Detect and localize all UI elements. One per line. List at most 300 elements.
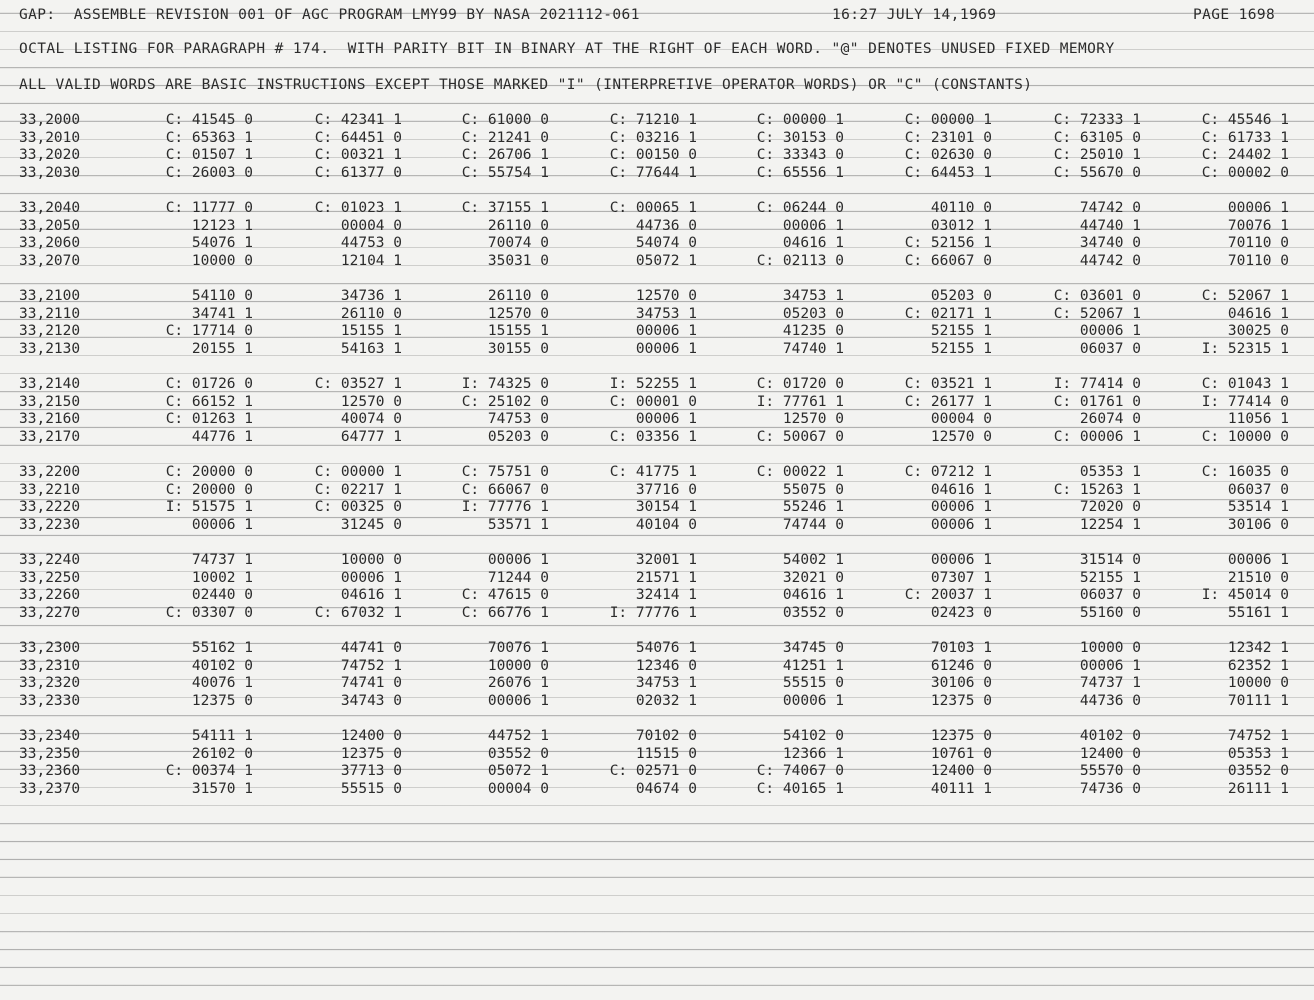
listing-row bbox=[0, 376, 1314, 394]
memory-word: 00006 1 bbox=[635, 340, 697, 357]
memory-word: 44741 0 bbox=[340, 640, 402, 656]
memory-word: C: 41775 1 bbox=[609, 464, 697, 480]
memory-word: 34740 0 bbox=[1079, 235, 1141, 252]
memory-word: 30106 0 bbox=[930, 675, 992, 692]
word-block bbox=[0, 640, 1314, 728]
address-label: 33,2100 bbox=[19, 288, 81, 304]
memory-word: C: 00000 1 bbox=[904, 112, 992, 128]
address-label: 33,2160 bbox=[19, 411, 81, 428]
memory-word: 06037 0 bbox=[1079, 587, 1141, 604]
memory-word: 30154 1 bbox=[635, 499, 697, 516]
memory-word: 55515 0 bbox=[782, 675, 844, 692]
memory-word: C: 41545 0 bbox=[165, 112, 253, 128]
page-number: PAGE 1698 bbox=[1193, 7, 1276, 23]
memory-word: C: 01720 0 bbox=[756, 376, 844, 392]
address-label: 33,2240 bbox=[19, 552, 81, 568]
word-block bbox=[0, 728, 1314, 816]
memory-word: 34741 1 bbox=[191, 305, 253, 322]
memory-word: C: 02630 0 bbox=[904, 147, 992, 164]
memory-word: 40104 0 bbox=[635, 516, 697, 533]
memory-word: C: 26177 1 bbox=[904, 393, 992, 410]
memory-word: 70111 1 bbox=[1227, 692, 1289, 709]
memory-word: C: 71210 1 bbox=[609, 112, 697, 128]
memory-word: 12375 0 bbox=[930, 692, 992, 709]
memory-word: I: 77776 1 bbox=[609, 604, 697, 621]
listing-row bbox=[0, 675, 1314, 693]
memory-word: 05353 1 bbox=[1227, 745, 1289, 762]
memory-word: 00004 0 bbox=[340, 217, 402, 234]
listing-row bbox=[0, 640, 1314, 658]
memory-word: 12123 1 bbox=[191, 217, 253, 234]
listing-row bbox=[0, 587, 1314, 605]
memory-word: 05203 0 bbox=[782, 305, 844, 322]
memory-word: 40110 0 bbox=[930, 200, 992, 216]
memory-word: C: 61733 1 bbox=[1201, 129, 1289, 146]
memory-word: 74737 1 bbox=[191, 552, 253, 568]
memory-word: C: 66067 0 bbox=[461, 481, 549, 498]
listing-row bbox=[0, 288, 1314, 306]
memory-word: 41235 0 bbox=[782, 323, 844, 340]
memory-word: C: 00321 1 bbox=[314, 147, 402, 164]
listing-row bbox=[0, 552, 1314, 570]
address-label: 33,2200 bbox=[19, 464, 81, 480]
memory-word: 00006 1 bbox=[340, 569, 402, 586]
memory-word: I: 77414 0 bbox=[1053, 376, 1141, 392]
memory-word: 55160 0 bbox=[1079, 604, 1141, 621]
listing-row bbox=[0, 323, 1314, 341]
memory-word: 26111 1 bbox=[1227, 780, 1289, 797]
listing-description: OCTAL LISTING FOR PARAGRAPH # 174. WITH PARITY BIT IN BINARY AT THE RIGHT OF EACH WORD. "@" DENOTES UNUSED FIXED MEMORY bbox=[19, 41, 1115, 57]
memory-word: 55246 1 bbox=[782, 499, 844, 516]
memory-word: C: 03601 0 bbox=[1053, 288, 1141, 304]
memory-word: I: 51575 1 bbox=[165, 499, 253, 516]
memory-word: 05072 1 bbox=[635, 252, 697, 269]
memory-word: 40111 1 bbox=[930, 780, 992, 797]
memory-word: 26110 0 bbox=[340, 305, 402, 322]
memory-word: 12375 0 bbox=[340, 745, 402, 762]
memory-word: 44736 0 bbox=[635, 217, 697, 234]
memory-word: C: 03307 0 bbox=[165, 604, 253, 621]
memory-word: 30155 0 bbox=[487, 340, 549, 357]
address-label: 33,2320 bbox=[19, 675, 81, 692]
memory-word: 34743 0 bbox=[340, 692, 402, 709]
memory-word: 70103 1 bbox=[930, 640, 992, 656]
memory-word: 06037 0 bbox=[1227, 481, 1289, 498]
memory-word: I: 77414 0 bbox=[1201, 393, 1289, 410]
memory-word: 32414 1 bbox=[635, 587, 697, 604]
address-label: 33,2120 bbox=[19, 323, 81, 340]
memory-word: C: 52067 1 bbox=[1201, 288, 1289, 304]
memory-word: 54102 0 bbox=[782, 728, 844, 744]
memory-word: 70074 0 bbox=[487, 235, 549, 252]
memory-word: 30106 0 bbox=[1227, 516, 1289, 533]
memory-word: 12375 0 bbox=[930, 728, 992, 744]
memory-word: C: 02571 0 bbox=[609, 763, 697, 780]
address-label: 33,2110 bbox=[19, 305, 81, 322]
memory-word: 12570 0 bbox=[340, 393, 402, 410]
address-label: 33,2220 bbox=[19, 499, 81, 516]
memory-word: C: 00065 1 bbox=[609, 200, 697, 216]
address-label: 33,2360 bbox=[19, 763, 81, 780]
memory-word: 74752 1 bbox=[340, 657, 402, 674]
memory-word: C: 03521 1 bbox=[904, 376, 992, 392]
memory-word: C: 37155 1 bbox=[461, 200, 549, 216]
memory-word: 54076 1 bbox=[635, 640, 697, 656]
listing-row bbox=[0, 517, 1314, 535]
memory-word: 12366 1 bbox=[782, 745, 844, 762]
memory-word: C: 61377 0 bbox=[314, 164, 402, 181]
listing-row bbox=[0, 658, 1314, 676]
memory-word: C: 07212 1 bbox=[904, 464, 992, 480]
memory-word: 00006 1 bbox=[487, 552, 549, 568]
memory-word: C: 64451 0 bbox=[314, 129, 402, 146]
address-label: 33,2050 bbox=[19, 217, 81, 234]
memory-word: C: 64453 1 bbox=[904, 164, 992, 181]
address-label: 33,2330 bbox=[19, 692, 81, 709]
memory-word: 00006 1 bbox=[1079, 657, 1141, 674]
memory-word: 31514 0 bbox=[1079, 552, 1141, 568]
memory-word: 11515 0 bbox=[635, 745, 697, 762]
listing-row bbox=[0, 165, 1314, 183]
memory-word: C: 52156 1 bbox=[904, 235, 992, 252]
memory-word: C: 47615 0 bbox=[461, 587, 549, 604]
memory-word: C: 23101 0 bbox=[904, 129, 992, 146]
memory-word: 00006 1 bbox=[635, 411, 697, 428]
address-label: 33,2270 bbox=[19, 604, 81, 621]
memory-word: C: 66776 1 bbox=[461, 604, 549, 621]
memory-word: 32021 0 bbox=[782, 569, 844, 586]
memory-word: 54111 1 bbox=[191, 728, 253, 744]
memory-word: 21571 1 bbox=[635, 569, 697, 586]
memory-word: C: 00022 1 bbox=[756, 464, 844, 480]
memory-word: 74736 0 bbox=[1079, 780, 1141, 797]
address-label: 33,2300 bbox=[19, 640, 81, 656]
memory-word: 00006 1 bbox=[782, 217, 844, 234]
memory-word: 11056 1 bbox=[1227, 411, 1289, 428]
memory-word: 26074 0 bbox=[1079, 411, 1141, 428]
memory-word: 74737 1 bbox=[1079, 675, 1141, 692]
memory-word: 12400 0 bbox=[340, 728, 402, 744]
memory-word: 74752 1 bbox=[1227, 728, 1289, 744]
listing-row bbox=[0, 781, 1314, 799]
address-label: 33,2010 bbox=[19, 129, 81, 146]
memory-word: 05072 1 bbox=[487, 763, 549, 780]
memory-word: 00006 1 bbox=[1227, 200, 1289, 216]
memory-word: 00006 1 bbox=[487, 692, 549, 709]
address-label: 33,2250 bbox=[19, 569, 81, 586]
memory-word: 00006 1 bbox=[1079, 323, 1141, 340]
memory-word: C: 21241 0 bbox=[461, 129, 549, 146]
memory-word: 44736 0 bbox=[1079, 692, 1141, 709]
listing-row bbox=[0, 235, 1314, 253]
word-block bbox=[0, 288, 1314, 376]
memory-word: 02032 1 bbox=[635, 692, 697, 709]
memory-word: 40102 0 bbox=[1079, 728, 1141, 744]
memory-word: 00004 0 bbox=[487, 780, 549, 797]
memory-word: C: 63105 0 bbox=[1053, 129, 1141, 146]
memory-word: C: 40165 1 bbox=[756, 780, 844, 797]
memory-word: 44740 1 bbox=[1079, 217, 1141, 234]
memory-word: C: 00002 0 bbox=[1201, 164, 1289, 181]
listing-row bbox=[0, 411, 1314, 429]
memory-word: 55570 0 bbox=[1079, 763, 1141, 780]
memory-word: C: 03527 1 bbox=[314, 376, 402, 392]
memory-word: 34753 1 bbox=[635, 305, 697, 322]
memory-word: C: 61000 0 bbox=[461, 112, 549, 128]
memory-word: C: 01761 0 bbox=[1053, 393, 1141, 410]
memory-word: 44776 1 bbox=[191, 428, 253, 445]
address-label: 33,2140 bbox=[19, 376, 81, 392]
memory-word: 12342 1 bbox=[1227, 640, 1289, 656]
memory-word: 10000 0 bbox=[191, 252, 253, 269]
memory-word: 00006 1 bbox=[782, 692, 844, 709]
memory-word: 12346 0 bbox=[635, 657, 697, 674]
memory-word: 31570 1 bbox=[191, 780, 253, 797]
memory-word: 61246 0 bbox=[930, 657, 992, 674]
address-label: 33,2370 bbox=[19, 780, 81, 797]
memory-word: C: 00000 1 bbox=[314, 464, 402, 480]
address-label: 33,2210 bbox=[19, 481, 81, 498]
memory-word: C: 20000 0 bbox=[165, 481, 253, 498]
memory-word: 12570 0 bbox=[782, 411, 844, 428]
word-block bbox=[0, 376, 1314, 464]
listing-row bbox=[0, 147, 1314, 165]
memory-word: 55075 0 bbox=[782, 481, 844, 498]
memory-word: 64777 1 bbox=[340, 428, 402, 445]
assembly-title: GAP: ASSEMBLE REVISION 001 OF AGC PROGRAM LMY99 BY NASA 2021112-061 bbox=[19, 7, 640, 23]
listing-row bbox=[0, 464, 1314, 482]
memory-word: 55162 1 bbox=[191, 640, 253, 656]
memory-word: C: 17714 0 bbox=[165, 323, 253, 340]
memory-word: 55515 0 bbox=[340, 780, 402, 797]
memory-word: 21510 0 bbox=[1227, 569, 1289, 586]
memory-word: 74744 0 bbox=[782, 516, 844, 533]
memory-word: 10000 0 bbox=[487, 657, 549, 674]
memory-word: 34753 1 bbox=[782, 288, 844, 304]
memory-word: 03012 1 bbox=[930, 217, 992, 234]
memory-word: 10000 0 bbox=[340, 552, 402, 568]
listing-row bbox=[0, 306, 1314, 324]
memory-word: C: 01726 0 bbox=[165, 376, 253, 392]
memory-word: 15155 1 bbox=[340, 323, 402, 340]
memory-word: 72020 0 bbox=[1079, 499, 1141, 516]
memory-word: 04616 1 bbox=[340, 587, 402, 604]
memory-word: C: 00150 0 bbox=[609, 147, 697, 164]
address-label: 33,2230 bbox=[19, 516, 81, 533]
memory-word: 44742 0 bbox=[1079, 252, 1141, 269]
address-label: 33,2060 bbox=[19, 235, 81, 252]
memory-word: C: 77644 1 bbox=[609, 164, 697, 181]
listing-row bbox=[0, 499, 1314, 517]
listing-row bbox=[0, 763, 1314, 781]
memory-word: 54163 1 bbox=[340, 340, 402, 357]
memory-word: 15155 1 bbox=[487, 323, 549, 340]
memory-word: I: 74325 0 bbox=[461, 376, 549, 392]
word-legend: ALL VALID WORDS ARE BASIC INSTRUCTIONS EXCEPT THOSE MARKED "I" (INTERPRETIVE OPERATOR WORDS) OR "C" (CONSTANTS) bbox=[19, 77, 1033, 93]
memory-word: C: 00001 0 bbox=[609, 393, 697, 410]
memory-word: C: 20037 1 bbox=[904, 587, 992, 604]
address-label: 33,2170 bbox=[19, 428, 81, 445]
address-label: 33,2020 bbox=[19, 147, 81, 164]
memory-word: 00006 1 bbox=[930, 499, 992, 516]
memory-word: C: 24402 1 bbox=[1201, 147, 1289, 164]
memory-word: 26076 1 bbox=[487, 675, 549, 692]
memory-word: C: 01043 1 bbox=[1201, 376, 1289, 392]
memory-word: C: 00325 0 bbox=[314, 499, 402, 516]
address-label: 33,2310 bbox=[19, 657, 81, 674]
listing-row bbox=[0, 746, 1314, 764]
memory-word: C: 02171 1 bbox=[904, 305, 992, 322]
memory-word: 53571 1 bbox=[487, 516, 549, 533]
address-label: 33,2130 bbox=[19, 340, 81, 357]
memory-word: 02440 0 bbox=[191, 587, 253, 604]
memory-word: 54076 1 bbox=[191, 235, 253, 252]
memory-word: 05203 0 bbox=[930, 288, 992, 304]
memory-word: 71244 0 bbox=[487, 569, 549, 586]
address-label: 33,2350 bbox=[19, 745, 81, 762]
memory-word: C: 66152 1 bbox=[165, 393, 253, 410]
listing-row bbox=[0, 200, 1314, 218]
memory-word: C: 75751 0 bbox=[461, 464, 549, 480]
memory-word: C: 20000 0 bbox=[165, 464, 253, 480]
memory-word: 04674 0 bbox=[635, 780, 697, 797]
address-label: 33,2000 bbox=[19, 112, 81, 128]
memory-word: C: 16035 0 bbox=[1201, 464, 1289, 480]
listing-row bbox=[0, 429, 1314, 447]
octal-listing bbox=[0, 112, 1314, 816]
memory-word: 55161 1 bbox=[1227, 604, 1289, 621]
memory-word: I: 52255 1 bbox=[609, 376, 697, 392]
memory-word: C: 50067 0 bbox=[756, 428, 844, 445]
memory-word: 02423 0 bbox=[930, 604, 992, 621]
memory-word: 53514 1 bbox=[1227, 499, 1289, 516]
memory-word: 54002 1 bbox=[782, 552, 844, 568]
listing-row bbox=[0, 605, 1314, 623]
memory-word: 04616 1 bbox=[782, 587, 844, 604]
memory-word: C: 33343 0 bbox=[756, 147, 844, 164]
memory-word: C: 00374 1 bbox=[165, 763, 253, 780]
word-block bbox=[0, 112, 1314, 200]
listing-row bbox=[0, 482, 1314, 500]
memory-word: 12570 0 bbox=[635, 288, 697, 304]
word-block bbox=[0, 200, 1314, 288]
memory-word: C: 02217 1 bbox=[314, 481, 402, 498]
memory-word: 00006 1 bbox=[191, 516, 253, 533]
memory-word: 03552 0 bbox=[1227, 763, 1289, 780]
memory-word: 26110 0 bbox=[487, 288, 549, 304]
memory-word: 37716 0 bbox=[635, 481, 697, 498]
memory-word: 41251 1 bbox=[782, 657, 844, 674]
memory-word: C: 01263 1 bbox=[165, 411, 253, 428]
memory-word: 00004 0 bbox=[930, 411, 992, 428]
memory-word: C: 15263 1 bbox=[1053, 481, 1141, 498]
memory-word: 03552 0 bbox=[782, 604, 844, 621]
listing-row bbox=[0, 341, 1314, 359]
memory-word: C: 03356 1 bbox=[609, 428, 697, 445]
memory-word: C: 00000 1 bbox=[756, 112, 844, 128]
address-label: 33,2260 bbox=[19, 587, 81, 604]
memory-word: 70076 1 bbox=[487, 640, 549, 656]
memory-word: 12254 1 bbox=[1079, 516, 1141, 533]
memory-word: C: 10000 0 bbox=[1201, 428, 1289, 445]
memory-word: C: 02113 0 bbox=[756, 252, 844, 269]
memory-word: 26102 0 bbox=[191, 745, 253, 762]
listing-row bbox=[0, 130, 1314, 148]
memory-word: 04616 1 bbox=[782, 235, 844, 252]
memory-word: 06037 0 bbox=[1079, 340, 1141, 357]
memory-word: C: 25102 0 bbox=[461, 393, 549, 410]
memory-word: C: 52067 1 bbox=[1053, 305, 1141, 322]
memory-word: C: 03216 1 bbox=[609, 129, 697, 146]
memory-word: 34753 1 bbox=[635, 675, 697, 692]
listing-row bbox=[0, 218, 1314, 236]
memory-word: 12570 0 bbox=[930, 428, 992, 445]
memory-word: 04616 1 bbox=[1227, 305, 1289, 322]
memory-word: 37713 0 bbox=[340, 763, 402, 780]
memory-word: 05353 1 bbox=[1079, 464, 1141, 480]
memory-word: 70076 1 bbox=[1227, 217, 1289, 234]
memory-word: 20155 1 bbox=[191, 340, 253, 357]
address-label: 33,2070 bbox=[19, 252, 81, 269]
memory-word: C: 67032 1 bbox=[314, 604, 402, 621]
memory-word: C: 66067 0 bbox=[904, 252, 992, 269]
memory-word: 10000 0 bbox=[1227, 675, 1289, 692]
memory-word: C: 42341 1 bbox=[314, 112, 402, 128]
memory-word: C: 26003 0 bbox=[165, 164, 253, 181]
memory-word: I: 77776 1 bbox=[461, 499, 549, 516]
address-label: 33,2040 bbox=[19, 200, 81, 216]
memory-word: 05203 0 bbox=[487, 428, 549, 445]
memory-word: 74753 0 bbox=[487, 411, 549, 428]
memory-word: 04616 1 bbox=[930, 481, 992, 498]
memory-word: 12375 0 bbox=[191, 692, 253, 709]
memory-word: 00006 1 bbox=[930, 516, 992, 533]
memory-word: 44753 0 bbox=[340, 235, 402, 252]
memory-word: 30025 0 bbox=[1227, 323, 1289, 340]
listing-row bbox=[0, 693, 1314, 711]
word-block bbox=[0, 464, 1314, 552]
memory-word: 26110 0 bbox=[487, 217, 549, 234]
listing-row bbox=[0, 728, 1314, 746]
memory-word: 34736 1 bbox=[340, 288, 402, 304]
memory-word: I: 77761 1 bbox=[756, 393, 844, 410]
memory-word: C: 72333 1 bbox=[1053, 112, 1141, 128]
memory-word: 32001 1 bbox=[635, 552, 697, 568]
memory-word: 54074 0 bbox=[635, 235, 697, 252]
listing-row bbox=[0, 112, 1314, 130]
memory-word: 07307 1 bbox=[930, 569, 992, 586]
memory-word: 10002 1 bbox=[191, 569, 253, 586]
address-label: 33,2340 bbox=[19, 728, 81, 744]
memory-word: C: 55754 1 bbox=[461, 164, 549, 181]
address-label: 33,2030 bbox=[19, 164, 81, 181]
memory-word: 74740 1 bbox=[782, 340, 844, 357]
memory-word: 52155 1 bbox=[930, 340, 992, 357]
memory-word: 35031 0 bbox=[487, 252, 549, 269]
memory-word: 10000 0 bbox=[1079, 640, 1141, 656]
memory-word: C: 26706 1 bbox=[461, 147, 549, 164]
memory-word: C: 25010 1 bbox=[1053, 147, 1141, 164]
memory-word: C: 55670 0 bbox=[1053, 164, 1141, 181]
listing-row bbox=[0, 394, 1314, 412]
memory-word: 00006 1 bbox=[930, 552, 992, 568]
memory-word: 74742 0 bbox=[1079, 200, 1141, 216]
listing-row bbox=[0, 253, 1314, 271]
memory-word: I: 52315 1 bbox=[1201, 340, 1289, 357]
memory-word: C: 30153 0 bbox=[756, 129, 844, 146]
memory-word: 70102 0 bbox=[635, 728, 697, 744]
memory-word: 52155 1 bbox=[930, 323, 992, 340]
